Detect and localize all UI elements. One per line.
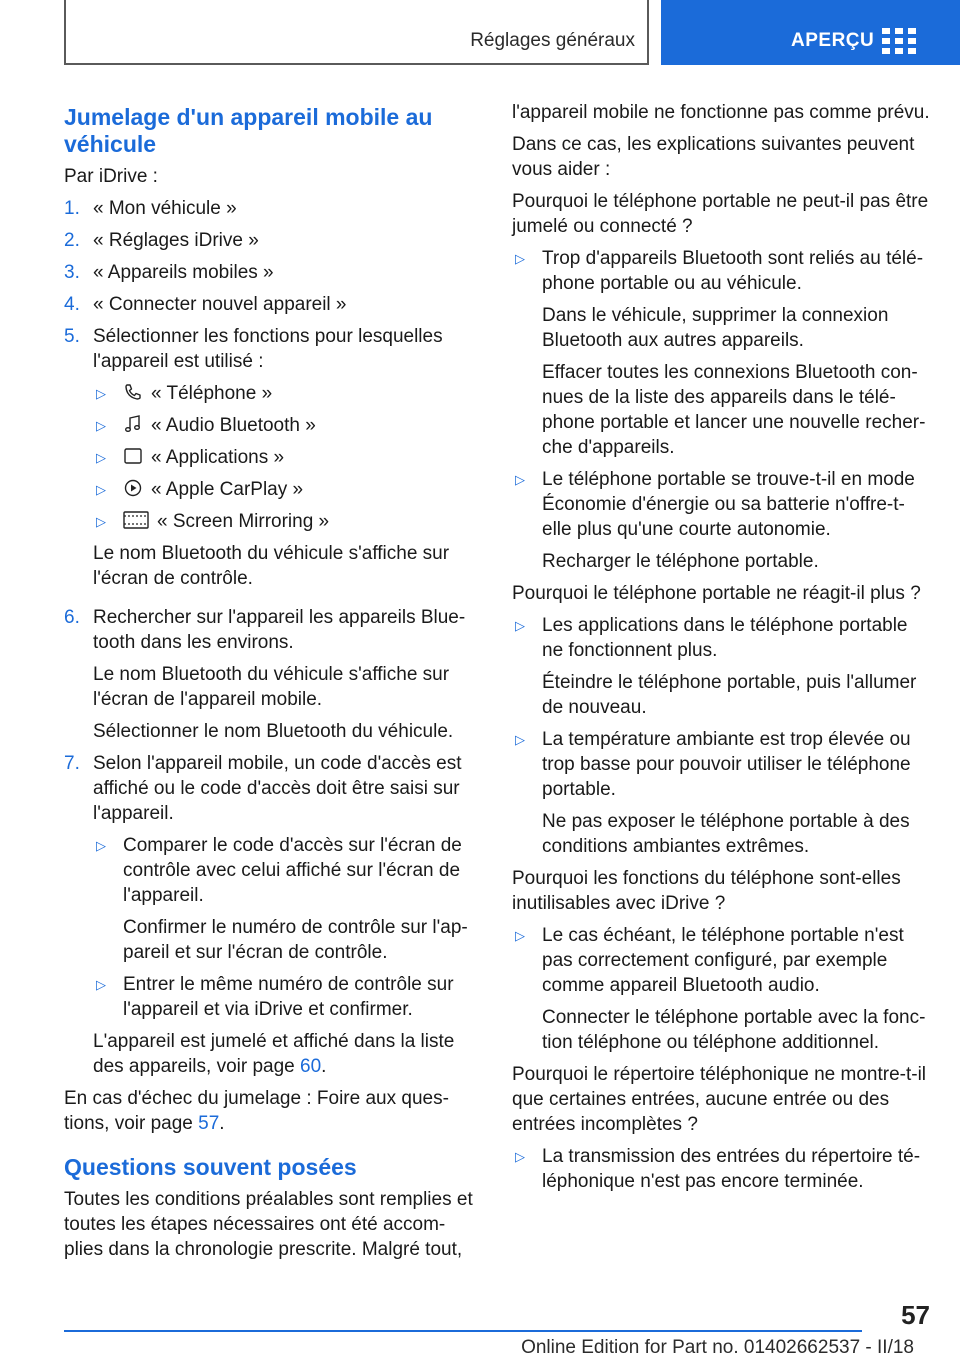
bullet-text: La température ambiante est trop élevée ou trop basse pour pouvoir utiliser le téléphone portable. [542, 729, 911, 800]
overview-tab[interactable] [661, 0, 960, 65]
bullet-item [512, 613, 932, 720]
bullet-note: Dans le véhicule, supprimer la connexion Bluetooth aux autres appareils. [542, 305, 889, 351]
list-item [64, 751, 484, 1079]
bullet-note: Ne pas exposer le téléphone portable à des conditions ambiantes extrêmes. [542, 811, 910, 857]
function-label: « Applications » [151, 447, 285, 468]
heading-faq: Questions souvent posées [64, 1154, 357, 1180]
step-number: 6. [64, 607, 80, 628]
step-text: « Mon véhicule » [93, 198, 237, 219]
function-item-applications [93, 445, 484, 470]
bullet-text: Les applications dans le téléphone portable ne fonctionnent plus. [542, 615, 908, 661]
step7-result: L'appareil est jumelé et affiché dans la liste des appareils, voir page 60. [93, 1031, 455, 1077]
step6-note1: Le nom Bluetooth du véhicule s'affiche sur l'écran de l'appareil mobile. [93, 664, 450, 710]
step5-note: Le nom Bluetooth du véhicule s'affiche sur l'écran de contrôle. [93, 543, 450, 589]
question-4: Pourquoi le répertoire téléphonique ne montre-t-il que certaines entrées, aucune entrée ou des entrées incomplètes ? [512, 1064, 927, 1135]
bullet-triangle-icon: ▷ [96, 418, 106, 433]
bullet-text: Le cas échéant, le téléphone portable n'est pas correctement configuré, par exemple comme appareil Bluetooth audio. [542, 925, 904, 996]
bullet-triangle-icon: ▷ [96, 386, 106, 401]
overview-tab-label: APERÇU [791, 30, 875, 51]
heading-pairing: Jumelage d'un appareil mobile au véhicule [64, 104, 433, 157]
step-number: 1. [64, 198, 80, 219]
bullet-triangle-icon: ▷ [515, 251, 525, 266]
pairing-fail-text: En cas d'échec du jumelage : Foire aux ques-tions, voir page 57. [64, 1088, 449, 1134]
bullet-item [93, 833, 484, 965]
page-link-57[interactable]: 57 [198, 1113, 220, 1134]
bullet-item [512, 467, 932, 574]
page-number: 57 [901, 1300, 930, 1330]
faq-intro: Toutes les conditions préalables sont remplies et toutes les étapes nécessaires ont été accom-plies dans la chronologie prescrite. Malgré tout, [64, 1189, 473, 1260]
step-text: « Appareils mobiles » [93, 262, 274, 283]
step-text: Selon l'appareil mobile, un code d'accès est affiché ou le code d'accès doit être saisi sur l'appareil. [93, 753, 462, 824]
bullet-triangle-icon: ▷ [96, 514, 106, 529]
section-title: Réglages généraux [470, 30, 635, 51]
step-number: 7. [64, 753, 80, 774]
function-label: « Audio Bluetooth » [151, 415, 316, 436]
step-text: « Connecter nouvel appareil » [93, 294, 347, 315]
list-item [64, 292, 484, 317]
music-note-icon [123, 414, 143, 434]
function-item-screen-mirroring [93, 509, 484, 534]
bullet-triangle-icon: ▷ [96, 450, 106, 465]
step-number: 4. [64, 294, 80, 315]
bullet-triangle-icon: ▷ [515, 618, 525, 633]
left-column [64, 100, 484, 1269]
intro-text: Par iDrive : [64, 166, 158, 187]
bullet-text: Trop d'appareils Bluetooth sont reliés au télé-phone portable ou au véhicule. [542, 248, 924, 294]
function-label: « Apple CarPlay » [151, 479, 304, 500]
footer-edition: Online Edition for Part no. 01402662537 - II/18 [521, 1337, 914, 1358]
bullet-triangle-icon: ▷ [96, 838, 106, 853]
bullet-note: Recharger le téléphone portable. [542, 551, 819, 572]
bullet-text: Le téléphone portable se trouve-t-il en mode Économie d'énergie ou sa batterie n'offre-t-elle plus qu'une courte autonomie. [542, 469, 915, 540]
step-text: « Réglages iDrive » [93, 230, 259, 251]
bullet-item [93, 972, 484, 1022]
bullet-triangle-icon: ▷ [515, 1149, 525, 1164]
right-column [512, 100, 932, 1201]
list-item [64, 260, 484, 285]
question-3: Pourquoi les fonctions du téléphone sont-elles inutilisables avec iDrive ? [512, 868, 901, 914]
bullet-triangle-icon: ▷ [515, 472, 525, 487]
bullet-note: Éteindre le téléphone portable, puis l'allumer de nouveau. [542, 672, 917, 718]
carplay-play-icon [123, 478, 143, 498]
screen-mirroring-icon [123, 510, 149, 530]
bullet-note: Effacer toutes les connexions Bluetooth con-nues de la liste des appareils dans le télé-phone portable et lancer une nouvelle recher-che d'appareils. [542, 362, 926, 458]
function-item-carplay [93, 477, 484, 502]
page-link-60[interactable]: 60 [300, 1056, 322, 1077]
function-item-phone [93, 381, 484, 406]
step-number: 5. [64, 326, 80, 347]
step-text: Sélectionner les fonctions pour lesquelles l'appareil est utilisé : [93, 326, 443, 372]
footer-divider [64, 1330, 862, 1332]
bullet-text: Comparer le code d'accès sur l'écran de contrôle avec celui affiché sur l'écran de l'appareil. [123, 835, 462, 906]
bullet-triangle-icon: ▷ [515, 732, 525, 747]
list-item [64, 196, 484, 221]
question-1: Pourquoi le téléphone portable ne peut-il pas être jumelé ou connecté ? [512, 191, 929, 237]
faq-intro-cont: l'appareil mobile ne fonctionne pas comme prévu. [512, 102, 930, 123]
bullet-text: Entrer le même numéro de contrôle sur l'appareil et via iDrive et confirmer. [123, 974, 454, 1020]
bullet-item [512, 1144, 932, 1194]
function-label: « Screen Mirroring » [157, 511, 330, 532]
bullet-note: Confirmer le numéro de contrôle sur l'ap-pareil et sur l'écran de contrôle. [123, 917, 468, 963]
bullet-item [512, 246, 932, 460]
step-text: Rechercher sur l'appareil les appareils Blue-tooth dans les environs. [93, 607, 466, 653]
bullet-text: La transmission des entrées du répertoire té-léphonique n'est pas encore terminée. [542, 1146, 921, 1192]
bullet-item [512, 727, 932, 859]
question-2: Pourquoi le téléphone portable ne réagit-il plus ? [512, 583, 921, 604]
list-item [64, 605, 484, 744]
applications-icon [123, 446, 143, 466]
function-item-audio [93, 413, 484, 438]
bullet-triangle-icon: ▷ [96, 977, 106, 992]
list-item [64, 324, 484, 598]
grid-icon[interactable] [882, 28, 916, 56]
bullet-item [512, 923, 932, 1055]
function-label: « Téléphone » [151, 383, 273, 404]
bullet-triangle-icon: ▷ [515, 928, 525, 943]
step-number: 2. [64, 230, 80, 251]
steps-list [64, 196, 484, 1079]
help-text: Dans ce cas, les explications suivantes peuvent vous aider : [512, 134, 915, 180]
phone-icon [123, 382, 143, 402]
step-number: 3. [64, 262, 80, 283]
bullet-triangle-icon: ▷ [96, 482, 106, 497]
list-item [64, 228, 484, 253]
header-section-box [64, 0, 649, 65]
step6-note2: Sélectionner le nom Bluetooth du véhicule. [93, 721, 454, 742]
bullet-note: Connecter le téléphone portable avec la fonc-tion téléphone ou téléphone additionnel. [542, 1007, 926, 1053]
